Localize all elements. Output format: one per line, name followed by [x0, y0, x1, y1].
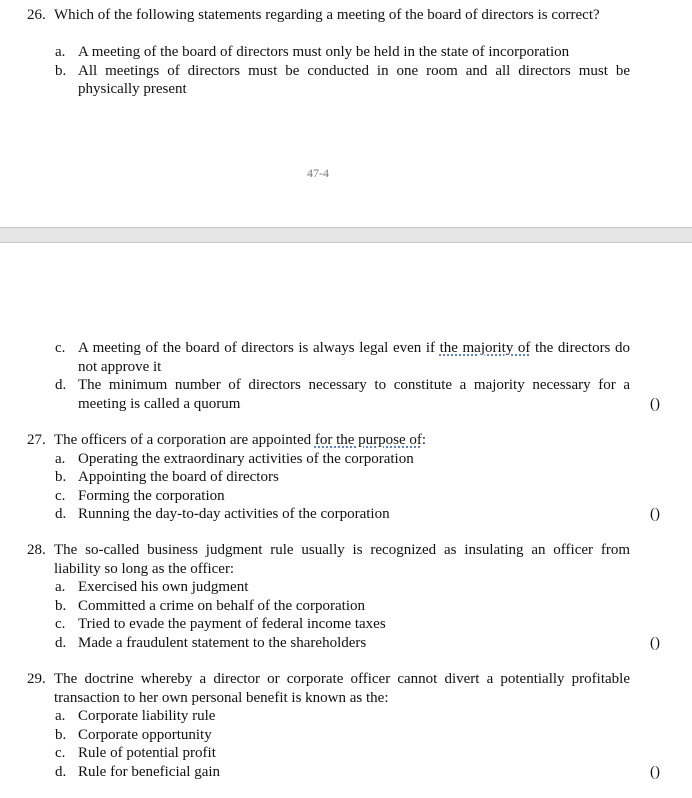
option-c — [0, 339, 692, 376]
option-letter: d. — [55, 763, 67, 780]
option-text: Made a fraudulent statement to the shareholders — [78, 634, 367, 651]
question-27 — [0, 431, 692, 524]
question-text: Which of the following statements regarding a meeting of the board of directors is correct? — [54, 7, 600, 23]
option-text-part: A meeting of the board of directors is always legal even if — [78, 340, 440, 356]
option-text — [78, 339, 630, 376]
option-letter: b. — [55, 62, 67, 79]
option-letter: c. — [55, 340, 66, 356]
option-text: Exercised his own judgment — [78, 579, 249, 595]
option-letter: b. — [55, 726, 67, 743]
question-26 — [0, 6, 692, 99]
option-a — [0, 578, 692, 597]
option-c — [0, 615, 692, 634]
option-a — [0, 707, 692, 726]
option-letter: a. — [55, 708, 66, 724]
option-letter: a. — [55, 450, 66, 467]
grammar-flagged-text[interactable]: the majority of — [439, 340, 531, 356]
option-text: Committed a crime on behalf of the corporation — [78, 597, 365, 614]
option-letter: a. — [55, 44, 66, 60]
option-letter: a. — [55, 579, 66, 595]
page-break-separator — [0, 227, 692, 243]
option-text: Tried to evade the payment of federal income taxes — [78, 616, 386, 632]
question-number: 27. — [27, 432, 46, 448]
option-letter: b. — [55, 469, 67, 485]
option-text: Rule for beneficial gain — [78, 763, 221, 780]
option-text: A meeting of the board of directors must only be held in the state of incorporation — [78, 44, 570, 60]
option-b — [0, 468, 692, 487]
option-text: Forming the corporation — [78, 487, 225, 504]
question-29 — [0, 670, 692, 781]
option-text: All meetings of directors must be conducted in one room and all directors must be physically present — [78, 62, 630, 97]
option-d — [0, 763, 692, 782]
question-number: 28. — [27, 542, 46, 558]
option-c — [0, 487, 692, 506]
answer-blank[interactable]: () — [650, 763, 660, 780]
question-text: The so-called business judgment rule usually is recognized as insulating an officer from liability so long as the officer: — [54, 542, 630, 577]
option-d — [0, 634, 692, 653]
option-b — [0, 597, 692, 616]
option-text: Corporate opportunity — [78, 726, 212, 743]
option-b — [0, 726, 692, 745]
question-text-part: The officers of a corporation are appointed — [54, 432, 315, 448]
option-letter: b. — [55, 597, 67, 614]
option-letter: c. — [55, 616, 66, 632]
page-number: 47-4 — [307, 166, 329, 180]
question-26-continued — [0, 339, 692, 413]
question-number: 29. — [27, 671, 46, 687]
question-28 — [0, 541, 692, 652]
option-text: The minimum number of directors necessary to constitute a majority necessary for a meeting is called a quorum — [78, 377, 630, 412]
option-a — [0, 450, 692, 469]
question-text — [54, 431, 630, 450]
answer-blank[interactable]: () — [650, 395, 660, 412]
option-letter: c. — [55, 745, 66, 761]
option-b — [0, 62, 692, 99]
option-text: Appointing the board of directors — [78, 469, 279, 485]
option-text-part: the directors do not approve it — [78, 340, 630, 375]
option-a — [0, 43, 692, 62]
option-text: Running the day-to-day activities of the corporation — [78, 506, 390, 522]
option-letter: d. — [55, 634, 67, 651]
question-text: The doctrine whereby a director or corporate officer cannot divert a potentially profitable transaction to her own personal benefit is known as the: — [54, 671, 630, 706]
option-letter: c. — [55, 487, 66, 504]
answer-blank[interactable]: () — [650, 634, 660, 651]
option-d — [0, 376, 692, 413]
option-letter: d. — [55, 506, 67, 522]
option-letter: d. — [55, 377, 67, 393]
option-text: Rule of potential profit — [78, 745, 216, 761]
option-text: Operating the extraordinary activities of the corporation — [78, 450, 414, 467]
option-d — [0, 505, 692, 524]
question-number: 26. — [27, 7, 46, 23]
grammar-flagged-text[interactable]: for the purpose of — [314, 432, 422, 448]
answer-blank[interactable]: () — [650, 506, 660, 522]
option-text: Corporate liability rule — [78, 708, 216, 724]
option-c — [0, 744, 692, 763]
question-text-part: : — [421, 432, 427, 448]
